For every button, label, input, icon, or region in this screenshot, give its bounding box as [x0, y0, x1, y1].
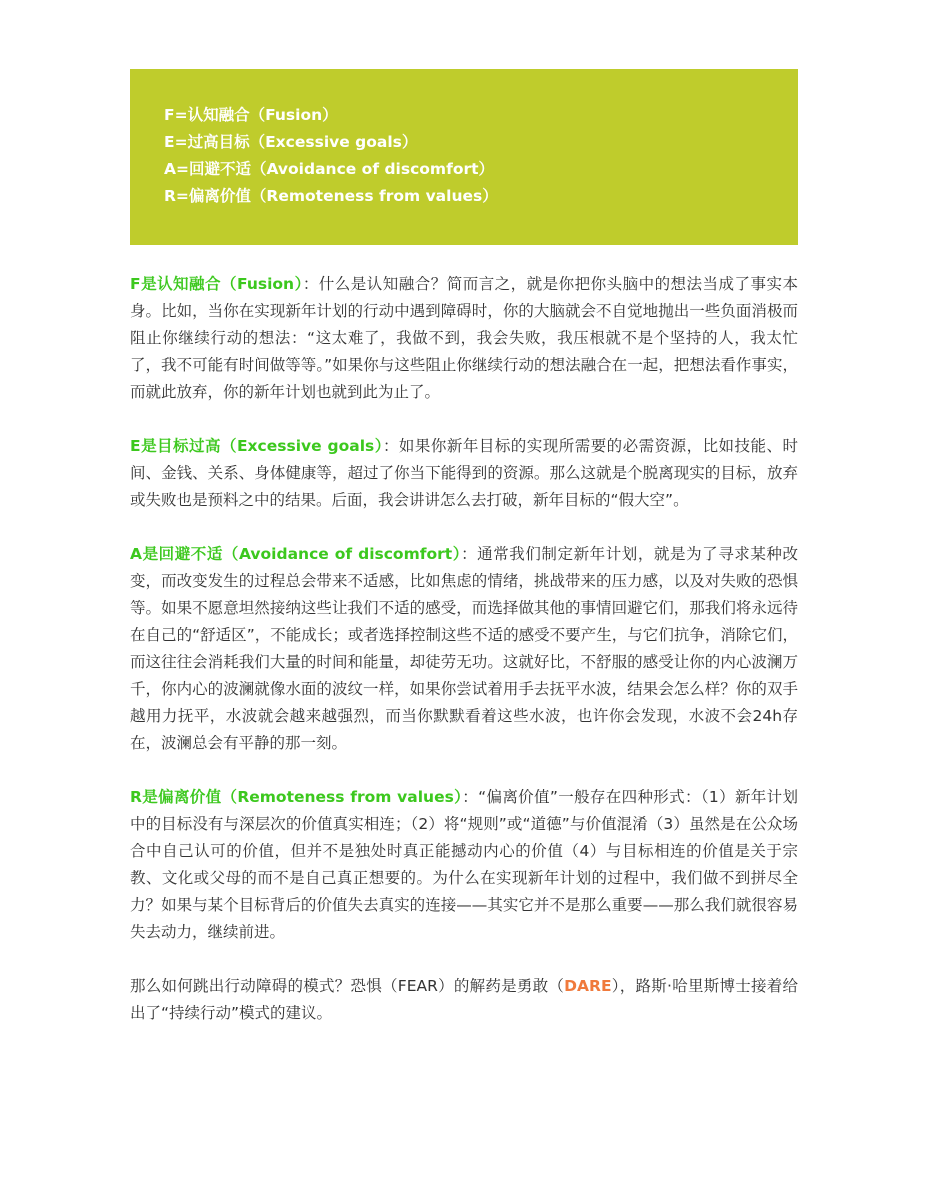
paragraph-excessive-goals — [130, 433, 798, 514]
paragraph-avoidance — [130, 541, 798, 757]
paragraph-closing — [130, 973, 798, 1027]
text-fusion: ：什么是认知融合？简而言之，就是你把你头脑中的想法当成了事实本身。比如，当你在实现新年计划的行动中遇到障碍时，你的大脑就会不自觉地抛出一些负面消极而阻止你继续行动的想法：“这太难了，我做不到，我会失败，我压根就不是个坚持的人，我太忙了，我不可能有时间做等等。”如果你与这些阻止你继续行动的想法融合在一起，把想法看作事实，而就此放弃，你的新年计划也就到此为止了。 — [130, 275, 798, 401]
closing-text-before: 那么如何跳出行动障碍的模式？恐惧（FEAR）的解药是勇敢（ — [130, 977, 565, 995]
term-excessive-goals: E是目标过高（Excessive goals） — [130, 437, 383, 455]
article — [130, 69, 798, 1027]
paragraph-remoteness — [130, 784, 798, 946]
fear-summary-box — [130, 69, 798, 245]
text-remoteness: ：“偏离价值”一般存在四种形式：（1）新年计划中的目标没有与深层次的价值真实相连；（2）将“规则”或“道德”与价值混淆（3）虽然是在公众场合中自己认可的价值，但并不是独处时真正能撼动内心的价值（4）与目标相连的价值是关于宗教、文化或父母的而不是自己真正想要的。为什么在实现新年计划的过程中，我们做不到拼尽全力？如果与某个目标背后的价值失去真实的连接——其实它并不是那么重要——那么我们就很容易失去动力，继续前进。 — [130, 788, 798, 941]
paragraph-fusion — [130, 271, 798, 406]
summary-line-fusion: F=认知融合（Fusion） — [164, 106, 338, 124]
closing-text-after: ），路斯·哈里斯博士接着给出了“持续行动”模式的建议。 — [130, 977, 798, 1022]
dare-highlight: DARE — [564, 977, 612, 995]
term-avoidance: A是回避不适（Avoidance of discomfort） — [130, 545, 462, 563]
term-remoteness: R是偏离价值（Remoteness from values） — [130, 788, 463, 806]
summary-line-avoidance: A=回避不适（Avoidance of discomfort） — [164, 160, 495, 178]
summary-line-remoteness: R=偏离价值（Remoteness from values） — [164, 187, 498, 205]
text-excessive-goals: ：如果你新年目标的实现所需要的必需资源，比如技能、时间、金钱、关系、身体健康等，超过了你当下能得到的资源。那么这就是个脱离现实的目标，放弃或失败也是预料之中的结果。后面，我会讲讲怎么去打破，新年目标的“假大空”。 — [130, 437, 798, 509]
term-fusion: F是认知融合（Fusion） — [130, 275, 303, 293]
summary-line-excessive-goals: E=过高目标（Excessive goals） — [164, 133, 418, 151]
text-avoidance: ：通常我们制定新年计划，就是为了寻求某种改变，而改变发生的过程总会带来不适感，比如焦虑的情绪，挑战带来的压力感，以及对失败的恐惧等。如果不愿意坦然接纳这些让我们不适的感受，而选择做其他的事情回避它们，那我们将永远待在自己的“舒适区”，不能成长；或者选择控制这些不适的感受不要产生，与它们抗争，消除它们，而这往往会消耗我们大量的时间和能量，却徒劳无功。这就好比，不舒服的感受让你的内心波澜万千，你内心的波澜就像水面的波纹一样，如果你尝试着用手去抚平水波，结果会怎么样？你的双手越用力抚平，水波就会越来越强烈，而当你默默看着这些水波，也许你会发现，水波不会24h存在，波澜总会有平静的那一刻。 — [130, 545, 798, 752]
